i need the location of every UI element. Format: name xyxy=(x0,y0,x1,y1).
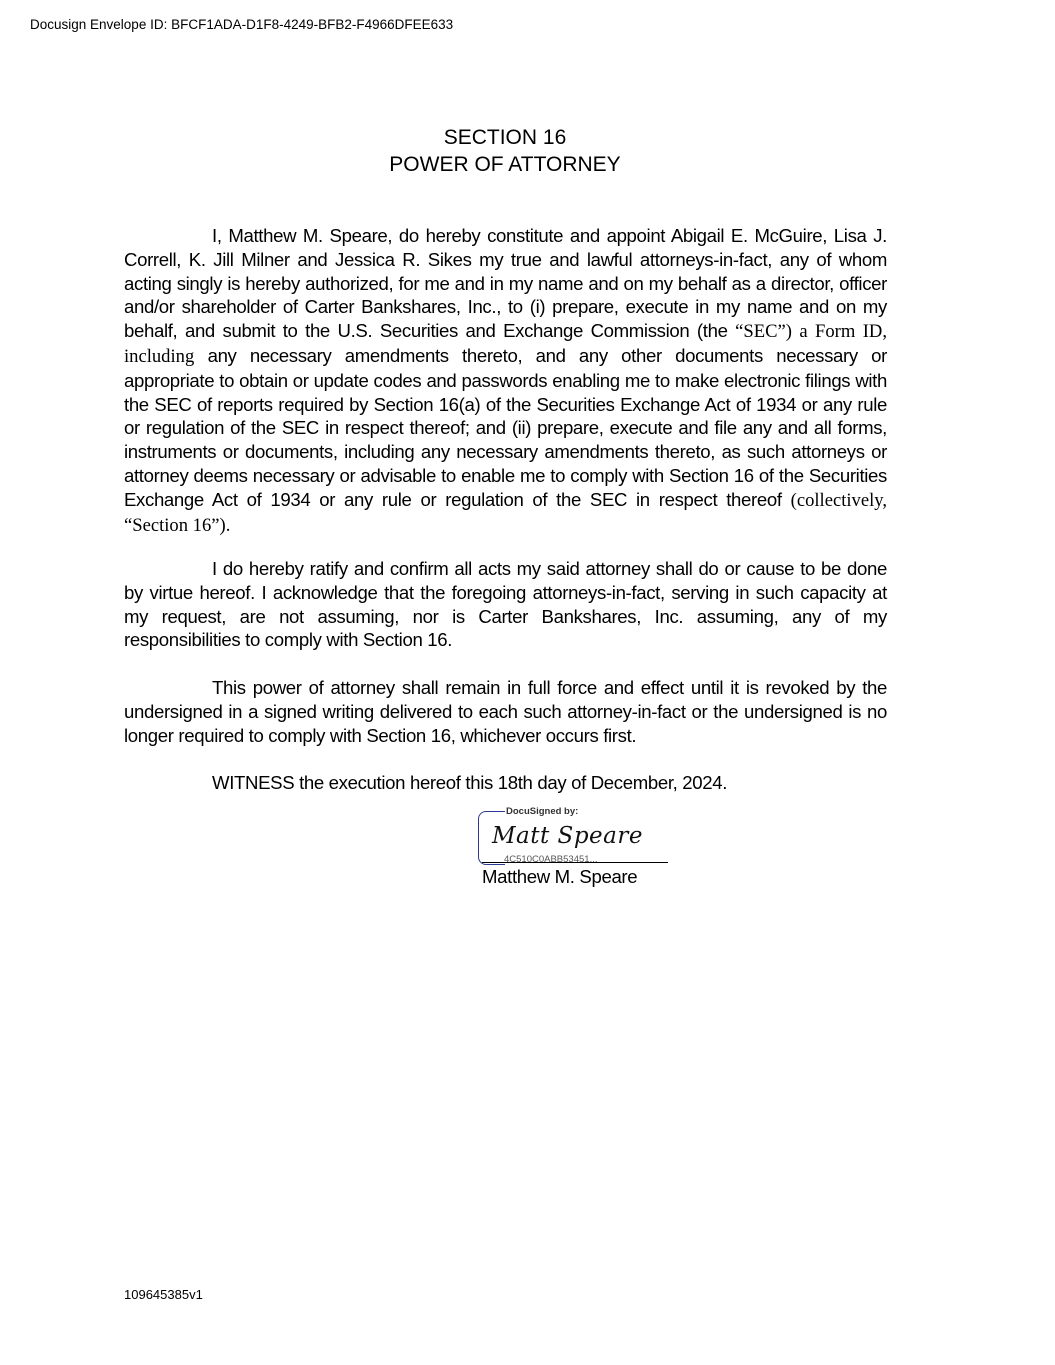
duration-text: This power of attorney shall remain in full force and effect until it is revoked by the undersigned in a signed writing delivered to each such attorney-in-fact or the undersigned is no longer required to comply with Section 16, whichever occurs first. xyxy=(124,677,887,746)
witness-line xyxy=(124,771,887,795)
signature-hash: 4C510C0ABB53451... xyxy=(504,854,598,865)
document-title xyxy=(0,124,1010,178)
docusign-envelope-id: Docusign Envelope ID: BFCF1ADA-D1F8-4249-BFB2-F4966DFEE633 xyxy=(30,17,454,32)
signature-line xyxy=(482,862,668,863)
appointment-text-form-id: “SEC”) a Form ID, including xyxy=(124,321,887,367)
handwritten-signature: Matt Speare xyxy=(492,823,643,849)
document-number: 109645385v1 xyxy=(124,1287,203,1302)
witness-text: WITNESS the execution hereof this 18th day of December, 2024. xyxy=(212,772,728,793)
ratification-text: I do hereby ratify and confirm all acts my said attorney shall do or cause to be done by virtue hereof. I acknowledge that the foregoing attorneys-in-fact, serving in such capacity at my request, are not assuming, nor is Carter Bankshares, Inc. assuming, any of my responsibilities to comply with Section 16. xyxy=(124,558,887,651)
paragraph-duration xyxy=(124,676,887,747)
paragraph-ratification xyxy=(124,557,887,652)
title-power-of-attorney: POWER OF ATTORNEY xyxy=(389,153,621,176)
appointment-text-collectively: (collectively, “Section 16”). xyxy=(124,489,887,536)
appointment-text-part-1: I, Matthew M. Speare, do hereby constitute and appoint Abigail E. McGuire, Lisa J. Correll, K. Jill Milner and Jessica R. Sikes my true and lawful attorneys-in-fact, any of whom acting singly is hereby authorized, for me and in my name and on my behalf as a director, officer and/or shareholder of Carter Bankshares, Inc., to (i) prepare, execute in my name and on my behalf, and submit to the U.S. Securities and Exchange Commission (the xyxy=(124,225,887,342)
docusigned-by-label: DocuSigned by: xyxy=(506,806,579,817)
docusign-signature-block xyxy=(476,806,676,868)
paragraph-appointment xyxy=(124,224,887,537)
appointment-text-part-2: any necessary amendments thereto, and any other documents necessary or appropriate to obtain or update codes and passwords enabling me to make electronic filings with the SEC of reports required by Section 16(a) of the Securities Exchange Act of 1934 or any rule or regulation of the SEC in respect thereof; and (ii) prepare, execute and file any and all forms, instruments or documents, including any necessary amendments thereto, as such attorneys or attorney deems necessary or advisable to enable me to comply with Section 16 of the Securities Exchange Act of 1934 or any rule or regulation of the SEC in respect thereof xyxy=(124,344,887,510)
signer-name: Matthew M. Speare xyxy=(482,866,638,887)
title-section-16: SECTION 16 xyxy=(443,126,567,149)
